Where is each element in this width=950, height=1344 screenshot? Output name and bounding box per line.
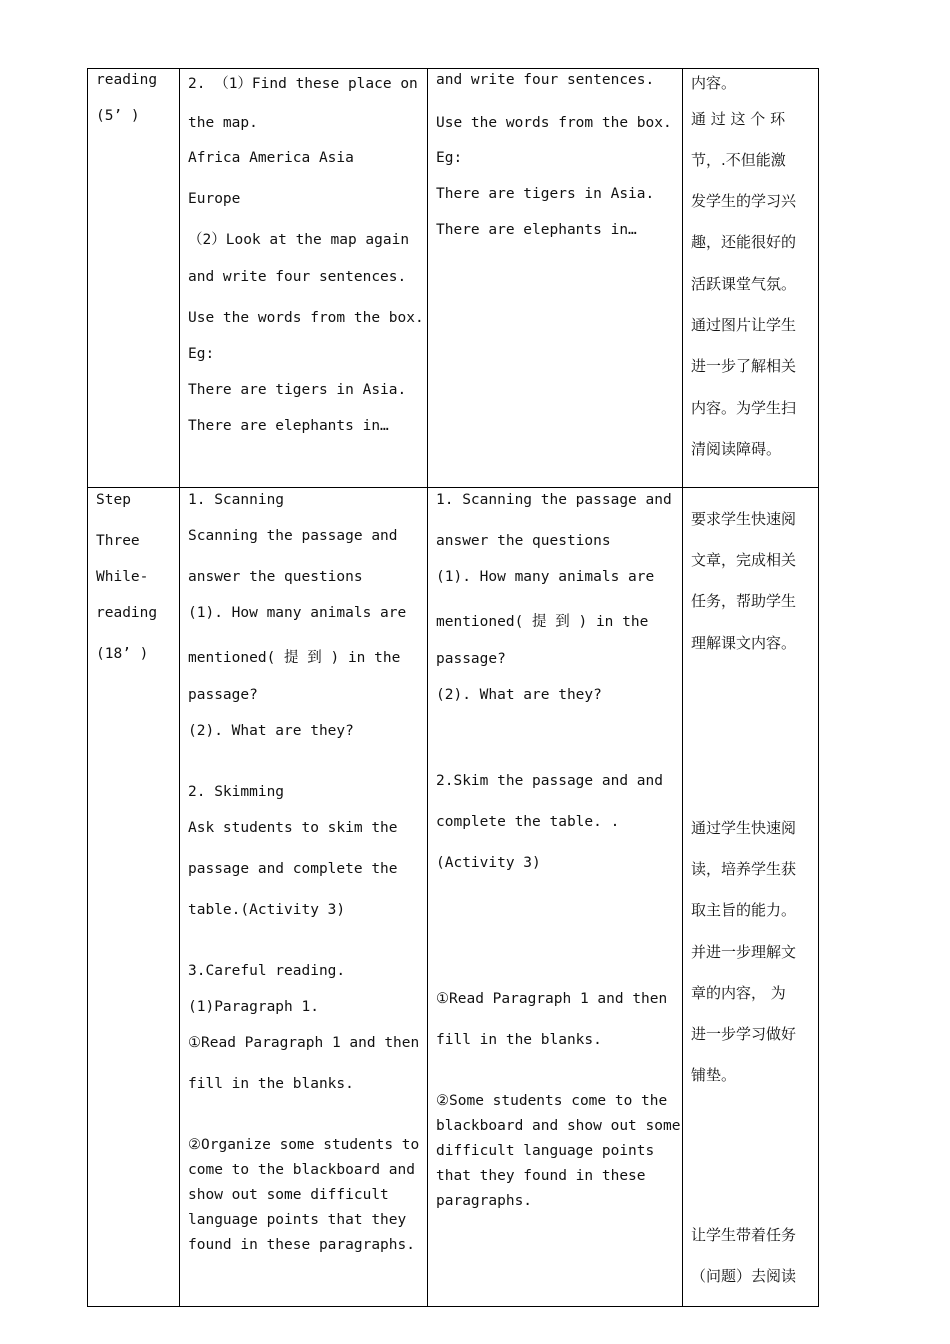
text-line: answer the questions [436, 533, 611, 549]
text-line: 进一步学习做好 [691, 1025, 797, 1043]
step-duration: (18’ ) [96, 646, 149, 662]
step-label: reading [96, 605, 158, 621]
text-line: 取主旨的能力。 [691, 901, 797, 919]
step-duration: (5’ ) [96, 108, 140, 124]
text-line: passage? [188, 687, 258, 703]
text-line: fill in the blanks. [436, 1032, 602, 1048]
text-line: Eg: [436, 150, 463, 166]
text-line: Eg: [188, 346, 215, 362]
text-line: blackboard and show out some [436, 1118, 681, 1134]
text-line: that they found in these [436, 1168, 646, 1184]
text-line: 通过学生快速阅 [691, 819, 797, 837]
text-line: language points that they [188, 1212, 407, 1228]
text-line: （问题）去阅读 [691, 1267, 797, 1285]
text-line: 1. Scanning the passage and [436, 492, 672, 508]
text-line: 理解课文内容。 [691, 634, 797, 652]
text-line: paragraphs. [436, 1193, 533, 1209]
text-line: (2). What are they? [436, 687, 602, 703]
text-line: 并进一步理解文 [691, 943, 797, 961]
text-line: passage? [436, 651, 506, 667]
text-line: 趣，还能很好的 [691, 233, 797, 251]
text-line: 2.Skim the passage and and [436, 773, 663, 789]
text-line: show out some difficult [188, 1187, 389, 1203]
row-divider [87, 487, 819, 488]
text-line: 任务，帮助学生 [691, 592, 797, 610]
text-line: 让学生带着任务 [691, 1226, 797, 1244]
text-line: 章的内容， 为 [691, 984, 786, 1002]
text-line: There are elephants in… [436, 222, 637, 238]
text-line: and write four sentences. [188, 269, 407, 285]
text-line: ②Organize some students to [188, 1137, 420, 1153]
text-line: Use the words from the box. [188, 310, 424, 326]
column-divider-3 [682, 68, 683, 1307]
text-line: ①Read Paragraph 1 and then [436, 991, 668, 1007]
text-line: 通过图片让学生 [691, 316, 797, 334]
text-line: 要求学生快速阅 [691, 510, 797, 528]
text-line: 内容。 [691, 74, 737, 92]
text-line: Ask students to skim the [188, 820, 398, 836]
text-line: There are tigers in Asia. [436, 186, 655, 202]
text-line: (1). How many animals are [436, 569, 655, 585]
text-line: （2）Look at the map again [188, 232, 410, 248]
text-line: found in these paragraphs. [188, 1237, 415, 1253]
text-line: ②Some students come to the [436, 1093, 668, 1109]
text-line: 铺垫。 [691, 1066, 737, 1084]
text-line: difficult language points [436, 1143, 655, 1159]
text-line: 活跃课堂气氛。 [691, 275, 797, 293]
text-line: 清阅读障碍。 [691, 440, 782, 458]
step-label: reading [96, 72, 158, 88]
text-line: 内容。为学生扫 [691, 399, 797, 417]
step-label: Three [96, 533, 140, 549]
table-right-border [818, 68, 819, 1307]
column-divider-2 [427, 68, 428, 1307]
text-line: (Activity 3) [436, 855, 541, 871]
text-line: Scanning the passage and [188, 528, 398, 544]
step-label: Step [96, 492, 131, 508]
text-line: the map. [188, 115, 258, 131]
table-left-border [87, 68, 88, 1307]
text-line: 通 过 这 个 环 [691, 110, 786, 128]
text-line: There are tigers in Asia. [188, 382, 407, 398]
text-line: Use the words from the box. [436, 115, 672, 131]
text-line: 发学生的学习兴 [691, 192, 797, 210]
text-line: answer the questions [188, 569, 363, 585]
text-line: mentioned( 提 到 ) in the [188, 650, 401, 666]
text-line: passage and complete the [188, 861, 398, 877]
text-line: 3.Careful reading. [188, 963, 346, 979]
text-line: Africa America Asia [188, 150, 354, 166]
column-divider-1 [179, 68, 180, 1307]
text-line: 2. Skimming [188, 784, 285, 800]
text-line: fill in the blanks. [188, 1076, 354, 1092]
text-line: (2). What are they? [188, 723, 354, 739]
text-line: and write four sentences. [436, 72, 655, 88]
table-bottom-border [87, 1306, 819, 1307]
text-line: 文章，完成相关 [691, 551, 797, 569]
text-line: There are elephants in… [188, 418, 389, 434]
text-line: mentioned( 提 到 ) in the [436, 614, 649, 630]
text-line: table.(Activity 3) [188, 902, 346, 918]
text-line: 读，培养学生获 [691, 860, 797, 878]
step-label: While- [96, 569, 149, 585]
text-line: ①Read Paragraph 1 and then [188, 1035, 420, 1051]
text-line: (1). How many animals are [188, 605, 407, 621]
text-line: Europe [188, 191, 241, 207]
table-top-border [87, 68, 819, 69]
text-line: 2. （1）Find these place on [188, 76, 418, 92]
text-line: complete the table. . [436, 814, 620, 830]
text-line: come to the blackboard and [188, 1162, 415, 1178]
text-line: 节，.不但能激 [691, 151, 786, 169]
text-line: (1)Paragraph 1. [188, 999, 319, 1015]
text-line: 进一步了解相关 [691, 357, 797, 375]
text-line: 1. Scanning [188, 492, 285, 508]
